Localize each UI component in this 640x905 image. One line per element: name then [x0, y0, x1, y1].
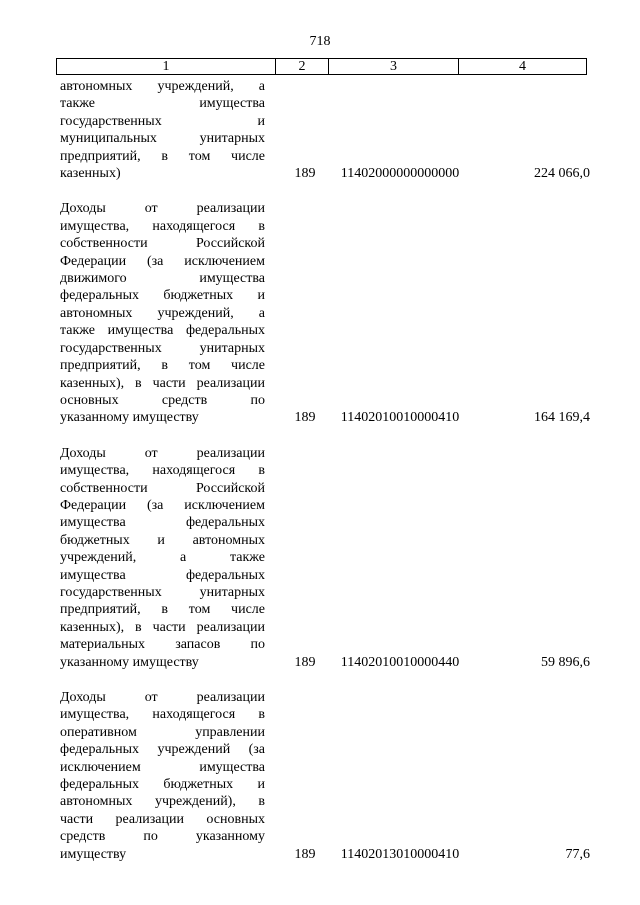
description-line: собственности Российской: [60, 480, 265, 496]
description-line: учреждений, а также: [60, 550, 265, 566]
description-line: автономных учреждений, а: [60, 305, 265, 321]
description-line: указанному имуществу: [60, 654, 199, 670]
row-admin-code: 189: [294, 654, 316, 670]
description-line: исключением имущества: [60, 759, 265, 775]
row-description: [60, 200, 265, 426]
description-line: имущества, находящегося в: [60, 218, 265, 234]
description-line: оперативном управлении: [60, 724, 265, 740]
description-line: государственных унитарных: [60, 584, 265, 600]
description-line: предприятий, в том числе: [60, 148, 265, 164]
description-line: казенных), в части реализации: [60, 619, 265, 635]
description-line: имущества, находящегося в: [60, 707, 265, 723]
row-amount: 59 896,6: [541, 654, 590, 670]
header-col-2: 2: [276, 59, 329, 74]
description-line: движимого имущества: [60, 271, 265, 287]
description-line: муниципальных унитарных: [60, 131, 265, 147]
description-line: Доходы от реализации: [60, 201, 265, 217]
description-line: автономных учреждений), в: [60, 794, 265, 810]
description-line: предприятий, в том числе: [60, 602, 265, 618]
description-line: предприятий, в том числе: [60, 358, 265, 374]
table-row: [60, 200, 590, 426]
header-col-1: 1: [57, 59, 276, 74]
row-description: [60, 78, 265, 182]
description-line: государственных и: [60, 113, 265, 129]
table-header: [56, 58, 587, 75]
table-row: [60, 689, 590, 863]
description-line: Доходы от реализации: [60, 445, 265, 461]
row-description: [60, 689, 265, 863]
description-line: имущества федеральных: [60, 567, 265, 583]
description-line: также имущества: [60, 96, 265, 112]
table-body: [60, 76, 590, 881]
row-description: [60, 445, 265, 671]
header-col-3: 3: [329, 59, 459, 74]
description-line: казенных): [60, 166, 121, 182]
row-admin-code: 189: [294, 166, 316, 182]
page-number: 718: [309, 34, 331, 49]
description-line: собственности Российской: [60, 236, 265, 252]
row-classification-code: 11402010010000440: [340, 654, 460, 670]
description-line: автономных учреждений, а: [60, 79, 265, 94]
description-line: Федерации (за исключением: [60, 497, 265, 513]
row-amount: 224 066,0: [534, 166, 590, 182]
description-line: федеральных учреждений (за: [60, 742, 265, 758]
description-line: государственных унитарных: [60, 340, 265, 356]
row-admin-code: 189: [294, 846, 316, 862]
description-line: указанному имуществу: [60, 410, 199, 426]
description-line: Федерации (за исключением: [60, 253, 265, 269]
row-classification-code: 11402013010000410: [340, 846, 460, 862]
description-line: федеральных бюджетных и: [60, 288, 265, 304]
row-classification-code: 11402010010000410: [340, 410, 460, 426]
row-amount: 164 169,4: [534, 410, 590, 426]
description-line: имущества федеральных: [60, 515, 265, 531]
description-line: части реализации основных: [60, 811, 265, 827]
description-line: также имущества федеральных: [60, 323, 265, 339]
row-amount: 77,6: [565, 846, 590, 862]
description-line: бюджетных и автономных: [60, 532, 265, 548]
description-line: имуществу: [60, 846, 127, 862]
table-row: [60, 445, 590, 671]
description-line: средств по указанному: [60, 829, 265, 845]
row-classification-code: 11402000000000000: [340, 166, 460, 182]
table-row: [60, 78, 590, 182]
description-line: имущества, находящегося в: [60, 463, 265, 479]
description-line: основных средств по: [60, 392, 265, 408]
description-line: федеральных бюджетных и: [60, 777, 265, 793]
header-col-4: 4: [519, 59, 526, 74]
description-line: Доходы от реализации: [60, 690, 265, 705]
description-line: материальных запасов по: [60, 637, 265, 653]
row-admin-code: 189: [294, 410, 316, 426]
description-line: казенных), в части реализации: [60, 375, 265, 391]
